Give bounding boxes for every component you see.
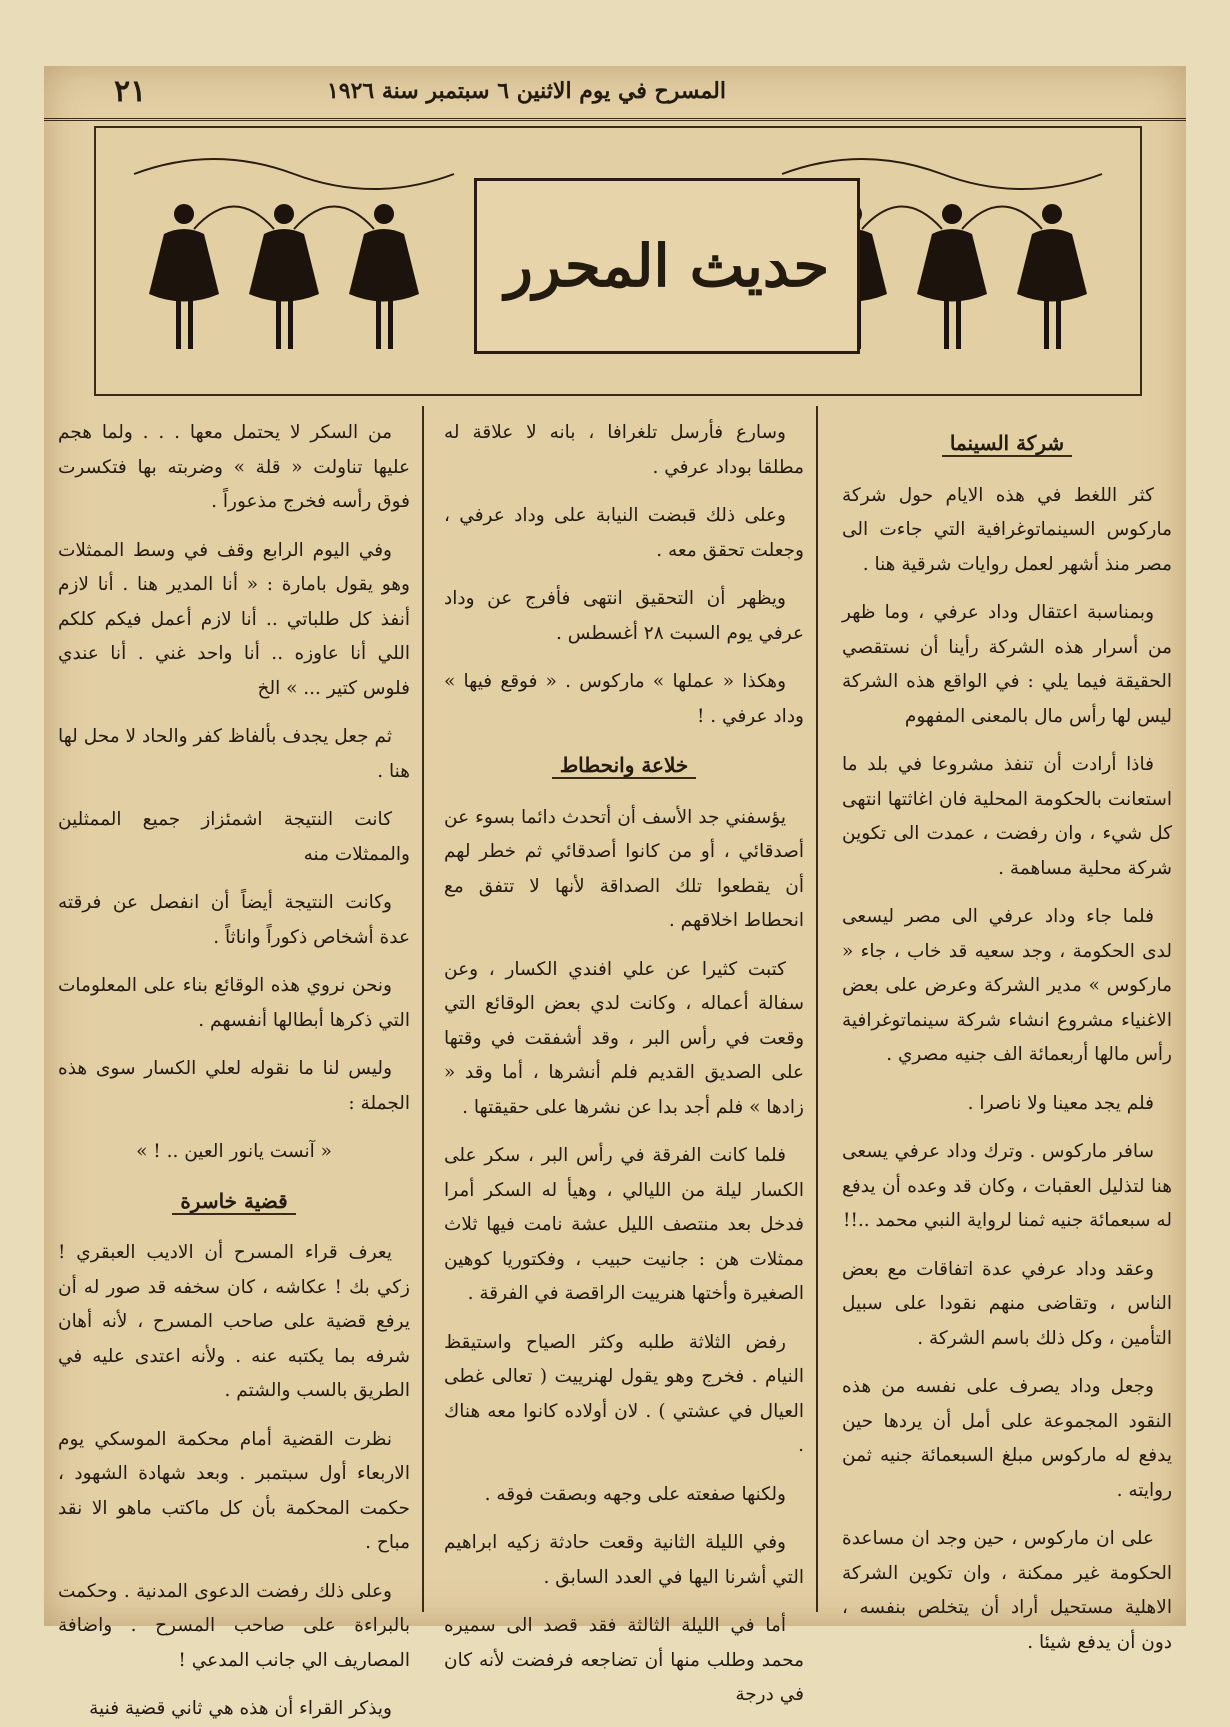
column-rule xyxy=(422,406,424,1612)
column-middle xyxy=(444,416,804,1705)
paragraph: وفي اليوم الرابع وقف في وسط الممثلات وهو يقول بامارة : « أنا المدير هنا . أنا لازم أنفذ كل طلباتي .. أنا لازم أعمل فيكم كلكم اللي أنا عاوزه .. أنا واحد غني . أنا عندي فلوس كتير ... » الخ xyxy=(58,539,410,699)
paragraph: وهكذا « عملها » ماركوس . « فوقع فيها » وداد عرفي . ! xyxy=(444,671,804,727)
banner-title-box xyxy=(474,178,860,354)
paragraph: نظرت القضية أمام محكمة الموسكي يوم الاربعاء أول سبتمبر . وبعد شهادة الشهود ، حكمت المحكمة بأن كل ماكتب ماهو الا نقد مباح . xyxy=(58,1428,410,1553)
column-right xyxy=(842,416,1172,1653)
newspaper-page xyxy=(44,66,1186,1719)
paragraph: وفي الليلة الثانية وقعت حادثة زكيه ابراهيم التي أشرنا اليها في العدد السابق . xyxy=(444,1532,804,1588)
section-heading-decadence: خلاعة وانحطاط xyxy=(444,748,804,783)
paragraph: رفض الثلاثة طلبه وكثر الصياح واستيقظ النيام . فخرج وهو يقول لهنرييت ( تعالى غطى العيال في عشتي ) . لان أولاده كانوا معه هناك . xyxy=(444,1331,804,1456)
editor-banner xyxy=(94,126,1142,396)
paragraph: فلما كانت الفرقة في رأس البر ، سكر على الكسار ليلة من الليالي ، وهيأ له السكر أمرا فدخل بعد منتصف الليل عشة نامت فيها ثلاث ممثلات هن : جانيت حبيب ، وفكتوريا كوهين الصغيرة وأختها هنرييت الراقصة في الفرقة . xyxy=(444,1145,804,1304)
paragraph: ولكنها صفعته على وجهه وبصقت فوقه . xyxy=(484,1483,786,1505)
paragraph: وجعل وداد يصرف على نفسه من هذه النقود المجموعة على أمل أن يردها حين يدفع له ماركوس مبلغ السبعمائة جنيه ثمن روايته . xyxy=(842,1376,1172,1501)
paragraph: يعرف قراء المسرح أن الاديب العبقري ! زكي بك ! عكاشه ، كان سخفه قد صور له أن يرفع قضية على صاحب المسرح ، لأنه أهان شرفه بما يكتبه عنه . ولأنه اعتدى عليه في الطريق بالسب والشتم . xyxy=(58,1242,410,1401)
paragraph: وعلى ذلك قبضت النيابة على وداد عرفي ، وجعلت تحقق معه . xyxy=(444,505,804,561)
paragraph: فلما جاء وداد عرفي الى مصر ليسعى لدى الحكومة ، وجد سعيه قد خاب ، جاء « ماركوس » مدير الشركة وعرض على بعض الاغنياء مشروع انشاء شركة سينماتوغرافية رأس مالها أربعمائة الف جنيه مصري . xyxy=(842,906,1172,1065)
paragraph: كثر اللغط في هذه الايام حول شركة ماركوس السينماتوغرافية التي جاءت الى مصر منذ أشهر لعمل روايات شرقية هنا . xyxy=(842,484,1172,575)
paragraph: يؤسفني جد الأسف أن أتحدث دائما بسوء عن أصدقائي ، أو من كانوا أصدقائي ثم خطر لهم أن يقطعوا تلك الصداقة لأنها لا تتفق مع انحطاط اخلاقهم . xyxy=(444,806,804,931)
quote: « آنست يانور العين .. ! » xyxy=(136,1141,332,1162)
paragraph: فاذا أرادت أن تنفذ مشروعا في بلد ما استعانت بالحكومة المحلية فان اغاثتها انتهى كل شيء ، وان رفضت ، عمدت الى تكوين شركة محلية مساهمة . xyxy=(842,754,1172,879)
paragraph: ويظهر أن التحقيق انتهى فأفرج عن وداد عرفي يوم السبت ٢٨ أغسطس . xyxy=(444,588,804,644)
paragraph: وبمناسبة اعتقال وداد عرفي ، وما ظهر من أسرار هذه الشركة رأينا أن نستقصي الحقيقة فيما يلي : في الواقع هذه الشركة ليس لها رأس مال بالمعنى المفهوم xyxy=(842,602,1172,727)
column-left xyxy=(58,416,410,1719)
banner-title: حديث المحرر xyxy=(504,232,830,300)
paragraph: كتبت كثيرا عن علي افندي الكسار ، وعن سفالة أعماله ، وكانت لدي بعض الوقائع التي وقعت في رأس البر ، وقد أشفقت في وقتها على الصديق القديم فلم أنشرها ، أما وقد « زادها » فلم أجد بدا عن نشرها على حقيقتها . xyxy=(444,958,804,1118)
paragraph: ويذكر القراء أن هذه هي ثاني قضية فنية xyxy=(89,1698,392,1719)
running-head: المسرح في يوم الاثنين ٦ سبتمبر سنة ١٩٢٦ xyxy=(326,78,726,104)
paragraph: على ان ماركوس ، حين وجد ان مساعدة الحكومة غير ممكنة ، وان تكوين الشركة الاهلية مستحيل أراد أن يتخلص بنفسه ، دون أن يدفع شيئا . xyxy=(842,1528,1172,1653)
paragraph: وليس لنا ما نقوله لعلي الكسار سوى هذه الجملة : xyxy=(58,1058,410,1114)
paragraph: ثم جعل يجدف بألفاظ كفر والحاد لا محل لها هنا . xyxy=(58,726,410,782)
column-rule xyxy=(816,406,818,1612)
paragraph: من السكر لا يحتمل معها . . . ولما هجم عليها تناولت « قلة » وضربته بها فتكسرت فوق رأسه فخرج مذعوراً . xyxy=(58,422,410,512)
dancers-illustration-left xyxy=(124,144,454,384)
paragraph: وعلى ذلك رفضت الدعوى المدنية . وحكمت بالبراءة على صاحب المسرح . واضافة المصاريف الي جانب المدعي ! xyxy=(58,1580,410,1671)
section-heading-lost-case: قضية خاسرة xyxy=(58,1184,410,1219)
paragraph: وسارع فأرسل تلغرافا ، بانه لا علاقة له مطلقا بوداد عرفي . xyxy=(444,422,804,478)
paragraph: وعقد وداد عرفي عدة اتفاقات مع بعض الناس ، وتقاضى منهم نقودا على سبيل التأمين ، وكل ذلك باسم الشركة . xyxy=(842,1258,1172,1349)
paragraph: أما في الليلة الثالثة فقد قصد الى سميره محمد وطلب منها أن تضاجعه فرفضت لأنه كان في درجة xyxy=(444,1615,804,1705)
paragraph: سافر ماركوس . وترك وداد عرفي يسعى هنا لتذليل العقبات ، وكان قد وعده أن يدفع له سبعمائة جنيه ثمنا لرواية النبي محمد ..!! xyxy=(842,1141,1172,1231)
section-heading-cinema: شركة السينما xyxy=(842,426,1172,461)
paragraph: فلم يجد معينا ولا ناصرا . xyxy=(967,1092,1154,1114)
paragraph: ونحن نروي هذه الوقائع بناء على المعلومات التي ذكرها أبطالها أنفسهم . xyxy=(58,975,410,1031)
running-header xyxy=(44,74,1186,121)
page-number: ٢١ xyxy=(114,74,147,109)
paragraph: كانت النتيجة اشمئزاز جميع الممثلين والممثلات منه xyxy=(58,809,410,865)
paragraph: وكانت النتيجة أيضاً أن انفصل عن فرقته عدة أشخاص ذكوراً واناثاً . xyxy=(58,892,410,948)
